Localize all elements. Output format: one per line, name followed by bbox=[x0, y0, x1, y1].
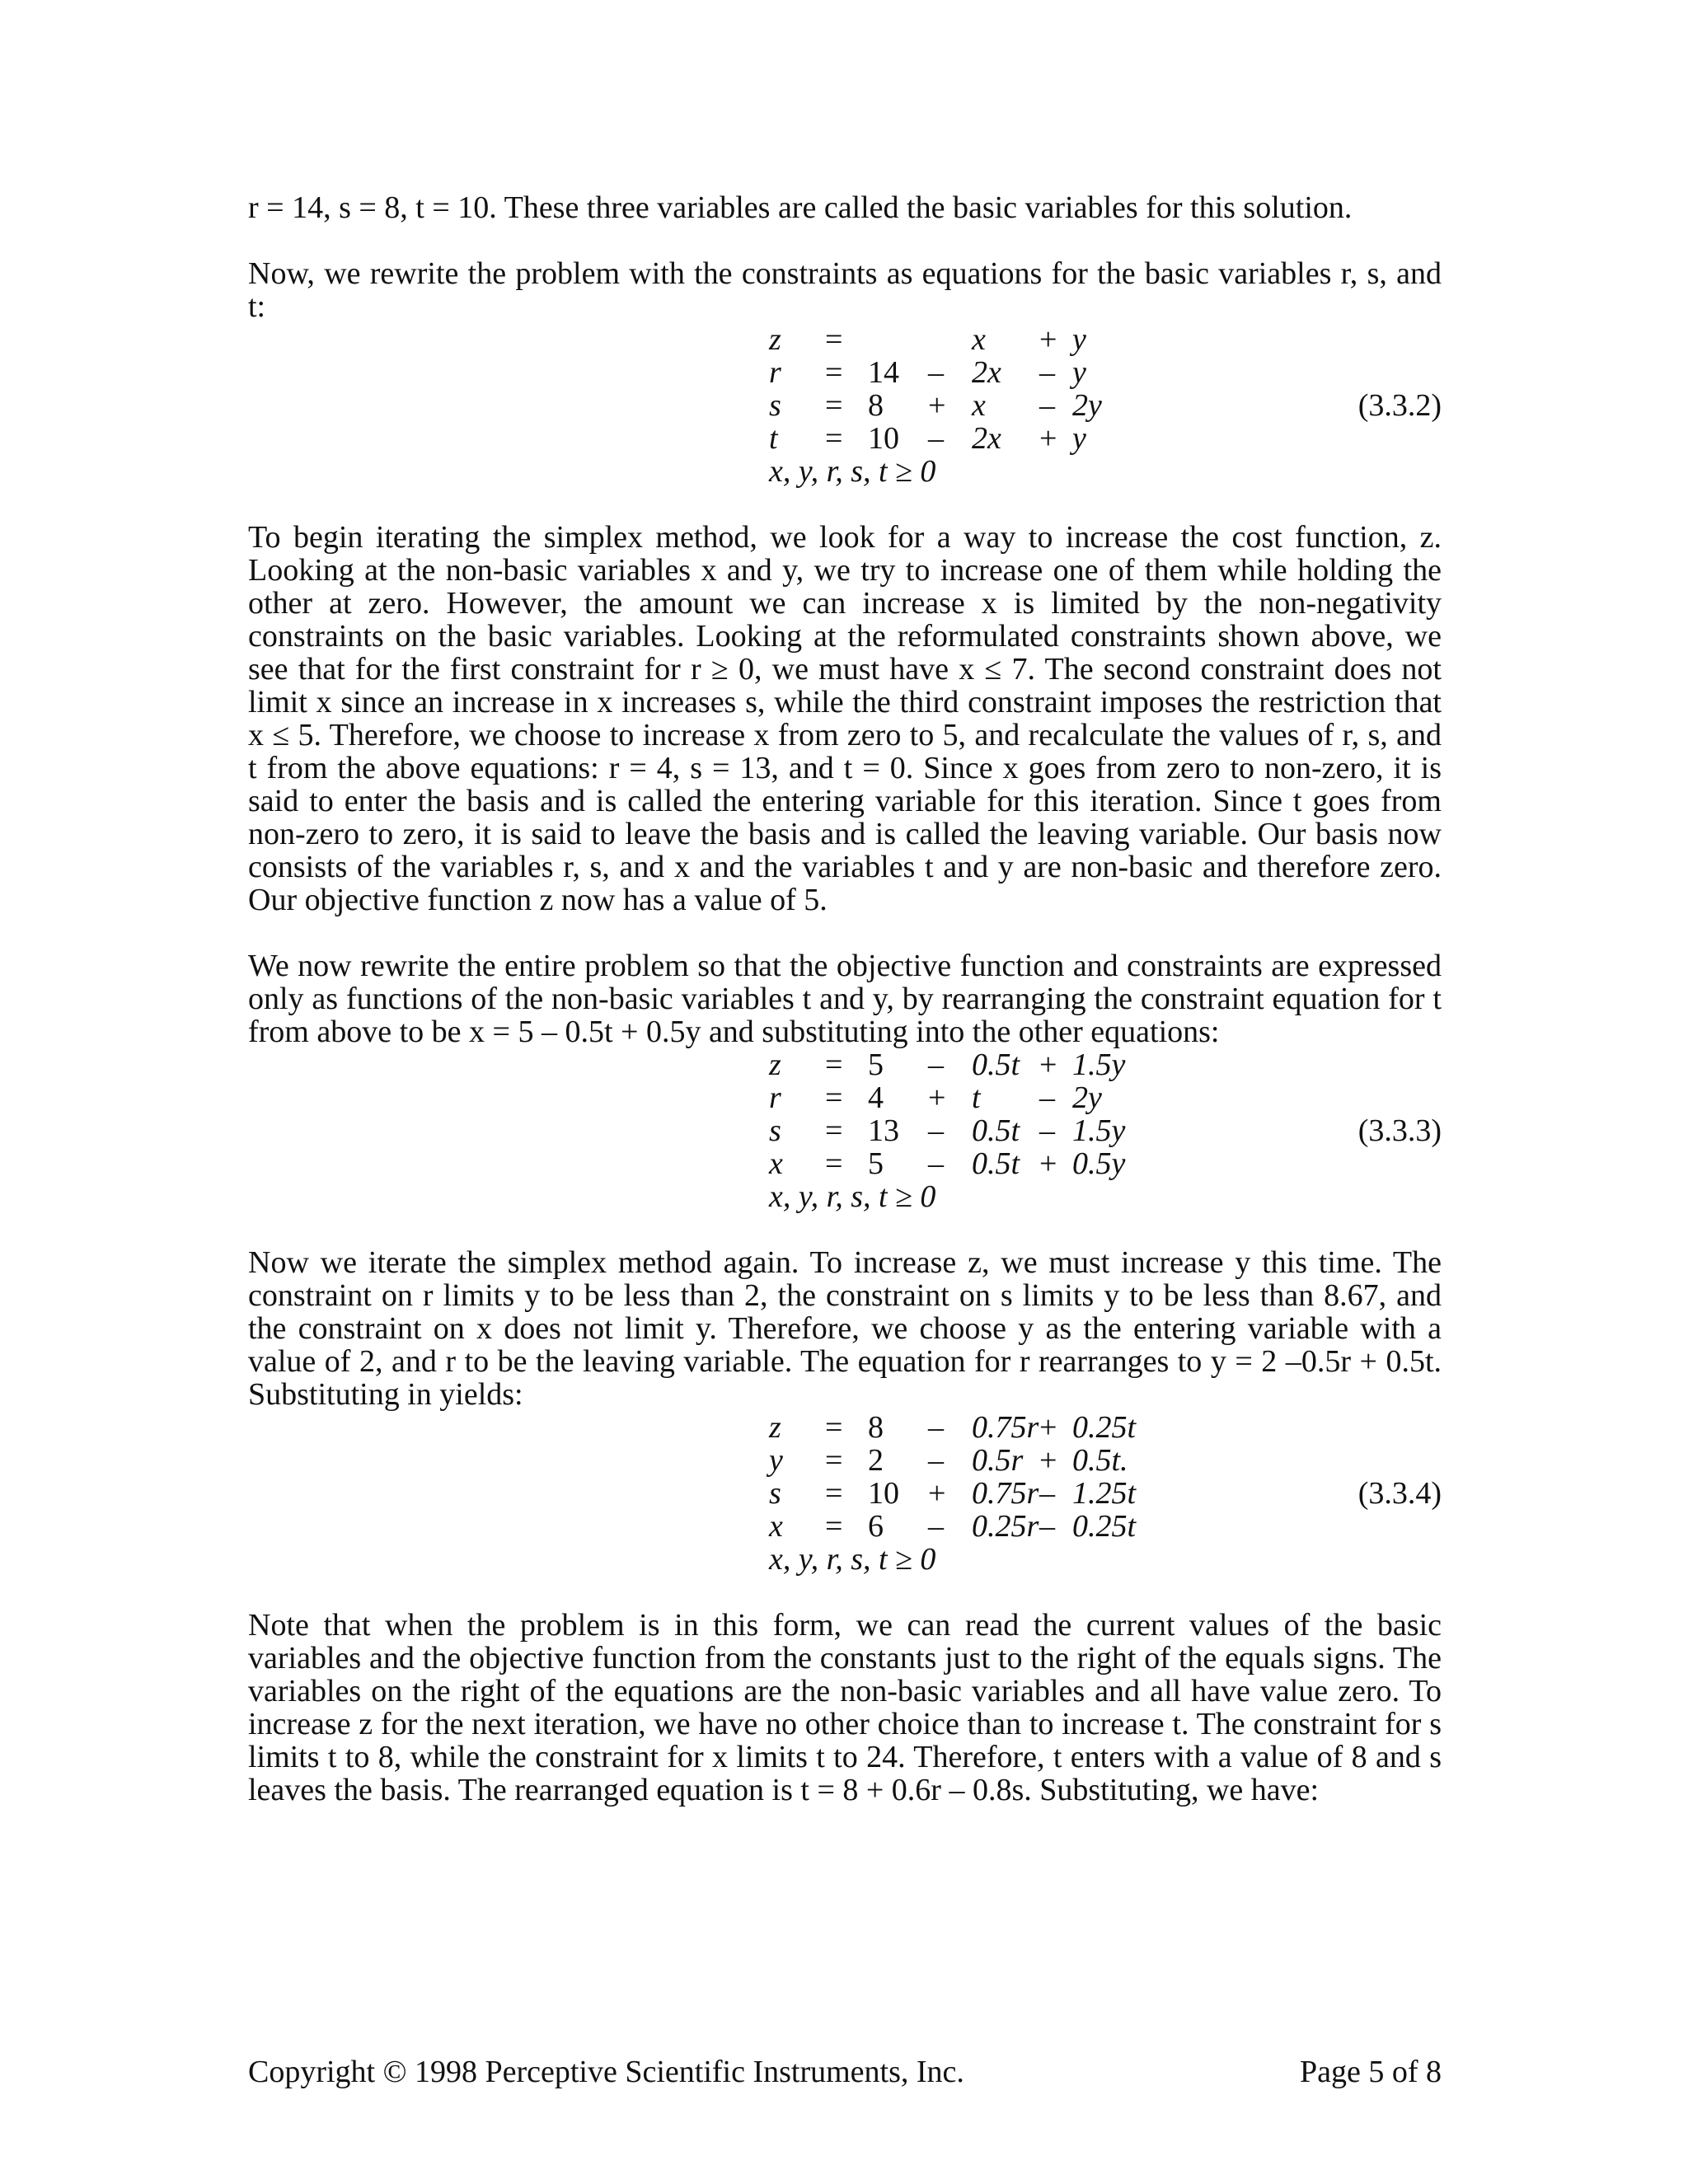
equation-term: 10 bbox=[868, 421, 899, 456]
equation-term: + bbox=[1039, 1443, 1057, 1478]
equation-term: x bbox=[972, 388, 986, 423]
equation-term: – bbox=[1039, 1080, 1055, 1115]
equation-row bbox=[248, 422, 1442, 455]
equation-term: y bbox=[1072, 322, 1086, 357]
equation-term: 13 bbox=[868, 1113, 899, 1148]
equation-term: – bbox=[1039, 1113, 1055, 1148]
equation-term: – bbox=[928, 1509, 944, 1544]
equation-term: 1.5y bbox=[1072, 1113, 1126, 1148]
equation-term: 0.75r bbox=[972, 1410, 1039, 1445]
equation-term: z bbox=[769, 1047, 781, 1082]
equation-term: = bbox=[825, 421, 843, 456]
equation-row bbox=[248, 1444, 1442, 1477]
equation-term: 14 bbox=[868, 355, 899, 390]
nonnegativity-constraint: x, y, r, s, t ≥ 0 bbox=[769, 1542, 936, 1577]
equation-term: 4 bbox=[868, 1080, 884, 1115]
equation-system-3-3-4 bbox=[248, 1411, 1442, 1576]
equation-term: s bbox=[769, 1113, 781, 1148]
equation-term: x bbox=[972, 322, 986, 357]
equation-term: = bbox=[825, 1476, 843, 1511]
equation-term: – bbox=[1039, 388, 1055, 423]
copyright-notice: Copyright © 1998 Perceptive Scientific Instruments, Inc. bbox=[248, 2055, 964, 2089]
equation-number: (3.3.3) bbox=[1357, 1113, 1442, 1148]
paragraph-basic-variables: r = 14, s = 8, t = 10. These three variables are called the basic variables for this solution. bbox=[248, 190, 1353, 225]
equation-term: 2y bbox=[1072, 388, 1102, 423]
paragraph-read-values: Note that when the problem is in this form, we can read the current values of the basic variables and the objective function from the constants just to the right of the equals signs. The variables on the right of the equations are the non-basic variables and all have value zero. To increase z for the next iteration, we have no other choice than to increase t. The constraint for s limits t to 8, while the constraint for x limits t to 24. Therefore, t enters with a value of 8 and s leaves the basis. The rearranged equation is t = 8 + 0.6r – 0.8s. Substituting, we have: bbox=[248, 1608, 1442, 1807]
equation-term: 0.5t bbox=[972, 1113, 1020, 1148]
equation-row bbox=[248, 1411, 1442, 1444]
equation-term: – bbox=[928, 1146, 944, 1181]
page-number: Page 5 of 8 bbox=[1299, 2055, 1442, 2089]
equation-row bbox=[248, 1081, 1442, 1114]
equation-row bbox=[248, 323, 1442, 356]
equation-term: = bbox=[825, 355, 843, 390]
equation-term: 2 bbox=[868, 1443, 884, 1478]
equation-term: r bbox=[769, 1080, 781, 1115]
equation-term: 2y bbox=[1072, 1080, 1102, 1115]
equation-term: – bbox=[928, 1113, 944, 1148]
equation-term: 2x bbox=[972, 355, 1001, 390]
equation-row bbox=[248, 1114, 1442, 1147]
equation-term: y bbox=[1072, 355, 1086, 390]
equation-term: 0.5r bbox=[972, 1443, 1024, 1478]
equation-term: 5 bbox=[868, 1146, 884, 1181]
equation-term: z bbox=[769, 1410, 781, 1445]
equation-term: x bbox=[769, 1509, 783, 1544]
equation-term: + bbox=[1039, 1047, 1057, 1082]
document-body bbox=[248, 191, 1442, 1807]
equation-term: x bbox=[769, 1146, 783, 1181]
equation-term: 0.25t bbox=[1072, 1509, 1137, 1544]
nonnegativity-constraint: x, y, r, s, t ≥ 0 bbox=[769, 1179, 936, 1214]
equation-term: + bbox=[928, 1476, 946, 1511]
equation-term: 0.75r bbox=[972, 1476, 1039, 1511]
equation-row bbox=[248, 356, 1442, 389]
equation-term: = bbox=[825, 1047, 843, 1082]
equation-term: = bbox=[825, 388, 843, 423]
equation-term: – bbox=[928, 1443, 944, 1478]
equation-term: z bbox=[769, 322, 781, 357]
equation-term: – bbox=[1039, 1509, 1055, 1544]
equation-term: 1.25t bbox=[1072, 1476, 1137, 1511]
equation-term: 0.25r bbox=[972, 1509, 1039, 1544]
equation-term: y bbox=[769, 1443, 783, 1478]
paragraph-rewrite-nonbasic: We now rewrite the entire problem so that the objective function and constraints are expressed only as functions of the non-basic variables t and y, by rearranging the constraint equation for t from above to be x = 5 – 0.5t + 0.5y and substituting into the other equations: bbox=[248, 949, 1442, 1049]
equation-term: + bbox=[928, 1080, 946, 1115]
equation-term: – bbox=[928, 355, 944, 390]
equation-term: 0.25t bbox=[1072, 1410, 1137, 1445]
equation-term: + bbox=[1039, 322, 1057, 357]
equation-row bbox=[248, 389, 1442, 422]
equation-term: 0.5t bbox=[972, 1047, 1020, 1082]
equation-term: = bbox=[825, 1443, 843, 1478]
equation-row bbox=[248, 1147, 1442, 1180]
equation-system-3-3-2 bbox=[248, 323, 1442, 488]
equation-system-3-3-3 bbox=[248, 1048, 1442, 1213]
equation-term: = bbox=[825, 1410, 843, 1445]
equation-row bbox=[248, 1510, 1442, 1543]
equation-term: + bbox=[1039, 1146, 1057, 1181]
equation-row bbox=[248, 1477, 1442, 1510]
equation-term: 8 bbox=[868, 388, 884, 423]
equation-term: – bbox=[1039, 1476, 1055, 1511]
equation-term: = bbox=[825, 322, 843, 357]
equation-term: 10 bbox=[868, 1476, 899, 1511]
equation-term: 8 bbox=[868, 1410, 884, 1445]
equation-term: 1.5y bbox=[1072, 1047, 1126, 1082]
equation-term: 0.5y bbox=[1072, 1146, 1126, 1181]
equation-term: – bbox=[1039, 355, 1055, 390]
equation-term: + bbox=[1039, 421, 1057, 456]
paragraph-rewrite-intro: Now, we rewrite the problem with the constraints as equations for the basic variables r, s, and t: bbox=[248, 256, 1442, 324]
equation-term: = bbox=[825, 1509, 843, 1544]
equation-term: + bbox=[1039, 1410, 1057, 1445]
equation-term: 6 bbox=[868, 1509, 884, 1544]
equation-term: + bbox=[928, 388, 946, 423]
equation-term: s bbox=[769, 1476, 781, 1511]
equation-term: = bbox=[825, 1080, 843, 1115]
equation-term: y bbox=[1072, 421, 1086, 456]
equation-term: 0.5t bbox=[972, 1146, 1020, 1181]
equation-term: – bbox=[928, 421, 944, 456]
equation-term: r bbox=[769, 355, 781, 390]
paragraph-second-iteration: Now we iterate the simplex method again. To increase z, we must increase y this time. The constraint on r limits y to be less than 2, the constraint on s limits y to be less than 8.67, and the constraint on x does not limit y. Therefore, we choose y as the entering variable with a value of 2, and r to be the leaving variable. The equation for r rearranges to y = 2 –0.5r + 0.5t. Substituting in yields: bbox=[248, 1245, 1442, 1412]
equation-term: = bbox=[825, 1146, 843, 1181]
paragraph-first-iteration: To begin iterating the simplex method, we look for a way to increase the cost function, z. Looking at the non-basic variables x and y, we try to increase one of them while holding the other at zero. However, the amount we can increase x is limited by the non-negativity constraints on the basic variables. Looking at the reformulated constraints shown above, we see that for the first constraint for r ≥ 0, we must have x ≤ 7. The second constraint does not limit x since an increase in x increases s, while the third constraint imposes the restriction that x ≤ 5. Therefore, we choose to increase x from zero to 5, and recalculate the values of r, s, and t from the above equations: r = 4, s = 13, and t = 0. Since x goes from zero to non-zero, it is said to enter the basis and is called the entering variable for this iteration. Since t goes from non-zero to zero, it is said to leave the basis and is called the leaving variable. Our basis now consists of the variables r, s, and x and the variables t and y are non-basic and therefore zero. Our objective function z now has a value of 5. bbox=[248, 520, 1442, 917]
equation-row bbox=[248, 1048, 1442, 1081]
equation-term: = bbox=[825, 1113, 843, 1148]
equation-number: (3.3.2) bbox=[1357, 388, 1442, 423]
equation-term: t bbox=[769, 421, 778, 456]
equation-term: t bbox=[972, 1080, 981, 1115]
equation-term: – bbox=[928, 1410, 944, 1445]
equation-term: 2x bbox=[972, 421, 1001, 456]
equation-number: (3.3.4) bbox=[1357, 1476, 1442, 1511]
equation-term: s bbox=[769, 388, 781, 423]
equation-term: 0.5t. bbox=[1072, 1443, 1128, 1478]
nonnegativity-constraint: x, y, r, s, t ≥ 0 bbox=[769, 454, 936, 489]
equation-term: – bbox=[928, 1047, 944, 1082]
equation-term: 5 bbox=[868, 1047, 884, 1082]
